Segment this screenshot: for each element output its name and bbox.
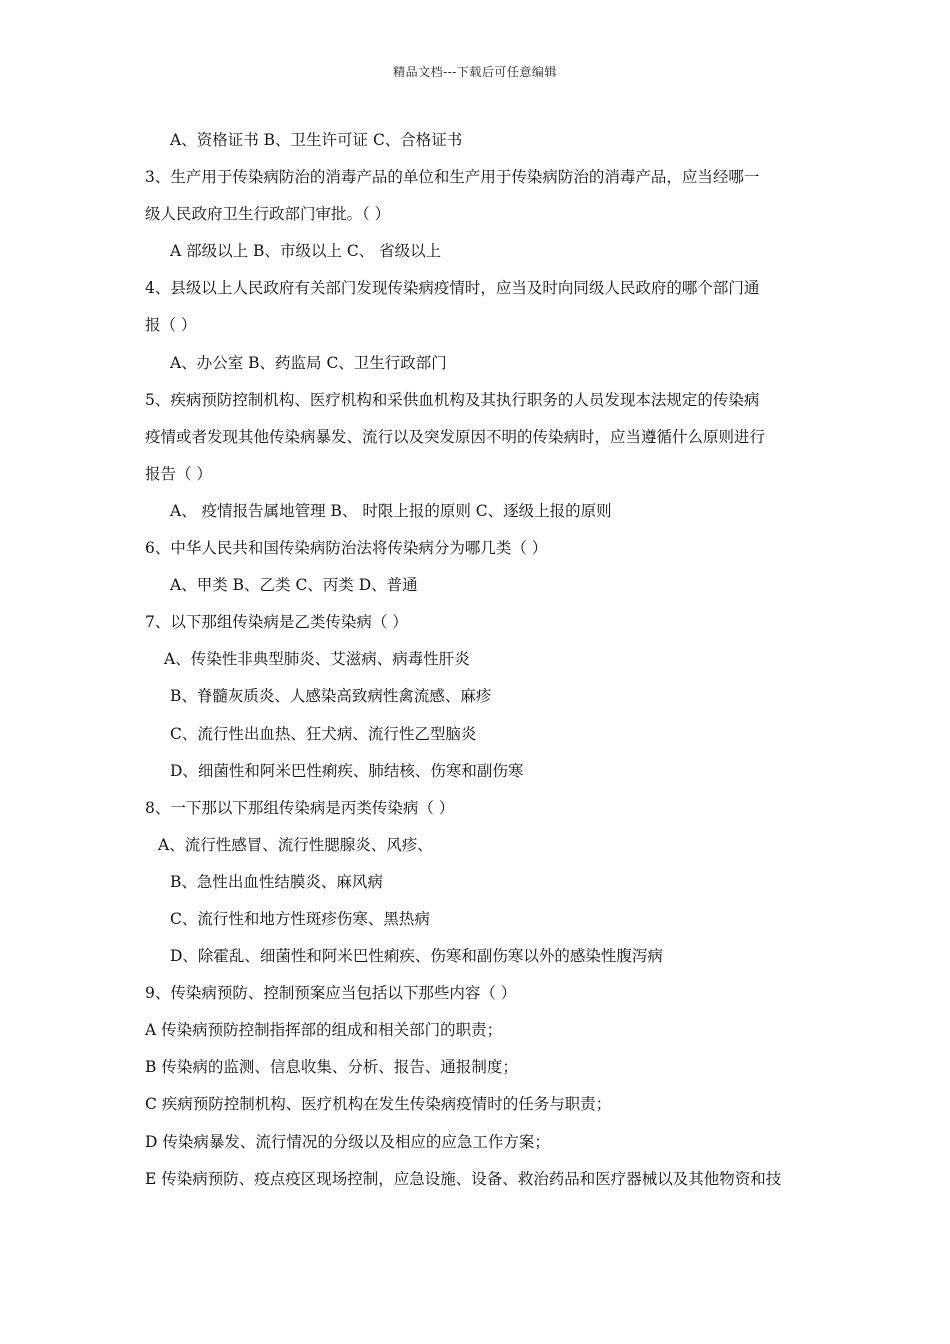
q9-item-e: E 传染病预防、疫点疫区现场控制，应急设施、设备、救治药品和医疗器械以及其他物资和技 bbox=[145, 1169, 782, 1188]
q8-option-b: B、急性出血性结膜炎、麻风病 bbox=[170, 872, 383, 891]
q8-option-d: D、除霍乱、细菌性和阿米巴性痢疾、伤寒和副伤寒以外的感染性腹泻病 bbox=[170, 947, 663, 966]
q7-option-a: A、传染性非典型肺炎、艾滋病、病毒性肝炎 bbox=[164, 650, 470, 669]
q8-option-a: A、流行性感冒、流行性腮腺炎、风疹、 bbox=[158, 835, 433, 854]
q9-item-b: B 传染病的监测、信息收集、分析、报告、通报制度； bbox=[145, 1058, 518, 1077]
q7-option-d: D、细菌性和阿米巴性痢疾、肺结核、伤寒和副伤寒 bbox=[170, 761, 524, 780]
q4-text-line-1: 4、县级以上人民政府有关部门发现传染病疫情时，应当及时向同级人民政府的哪个部门通 bbox=[145, 279, 760, 298]
q9-item-a: A 传染病预防控制指挥部的组成和相关部门的职责； bbox=[145, 1021, 503, 1040]
q9-item-d: D 传染病暴发、流行情况的分级以及相应的应急工作方案； bbox=[145, 1132, 550, 1151]
q4-options: A、办公室 B、药监局 C、卫生行政部门 bbox=[170, 353, 447, 372]
q5-options: A、 疫情报告属地管理 B、 时限上报的原则 C、逐级上报的原则 bbox=[170, 501, 612, 520]
q7-option-b: B、脊髓灰质炎、人感染高致病性禽流感、麻疹 bbox=[170, 687, 492, 706]
q5-text-line-3: 报告（ ） bbox=[145, 464, 212, 483]
q3-text-line-2: 级人民政府卫生行政部门审批。（ ） bbox=[145, 205, 391, 224]
q7-text: 7、以下那组传染病是乙类传染病（ ） bbox=[145, 613, 408, 632]
q3-options: A 部级以上 B、市级以上 C、 省级以上 bbox=[170, 242, 442, 261]
q8-text: 8、一下那以下那组传染病是丙类传染病（ ） bbox=[145, 798, 455, 817]
q7-option-c: C、流行性出血热、狂犬病、流行性乙型脑炎 bbox=[170, 724, 477, 743]
q9-text: 9、传染病预防、控制预案应当包括以下那些内容（ ） bbox=[145, 984, 517, 1003]
q2-options: A、资格证书 B、卫生许可证 C、合格证书 bbox=[170, 131, 463, 149]
q4-text-line-2: 报（ ） bbox=[145, 316, 197, 335]
q3-text-line-1: 3、生产用于传染病防治的消毒产品的单位和生产用于传染病防治的消毒产品，应当经哪一 bbox=[145, 168, 760, 187]
document-body bbox=[145, 122, 810, 1198]
q5-text-line-1: 5、疾病预防控制机构、医疗机构和采供血机构及其执行职务的人员发现本法规定的传染病 bbox=[145, 390, 760, 409]
q6-text: 6、中华人民共和国传染病防治法将传染病分为哪几类（ ） bbox=[145, 539, 548, 558]
page-header: 精品文档---下载后可任意编辑 bbox=[393, 65, 557, 79]
q8-option-c: C、流行性和地方性斑疹伤寒、黑热病 bbox=[170, 909, 430, 928]
q5-text-line-2: 疫情或者发现其他传染病暴发、流行以及突发原因不明的传染病时，应当遵循什么原则进行 bbox=[145, 427, 766, 446]
q9-item-c: C 疾病预防控制机构、医疗机构在发生传染病疫情时的任务与职责； bbox=[145, 1095, 612, 1114]
q6-options: A、甲类 B、乙类 C、丙类 D、普通 bbox=[170, 576, 418, 595]
